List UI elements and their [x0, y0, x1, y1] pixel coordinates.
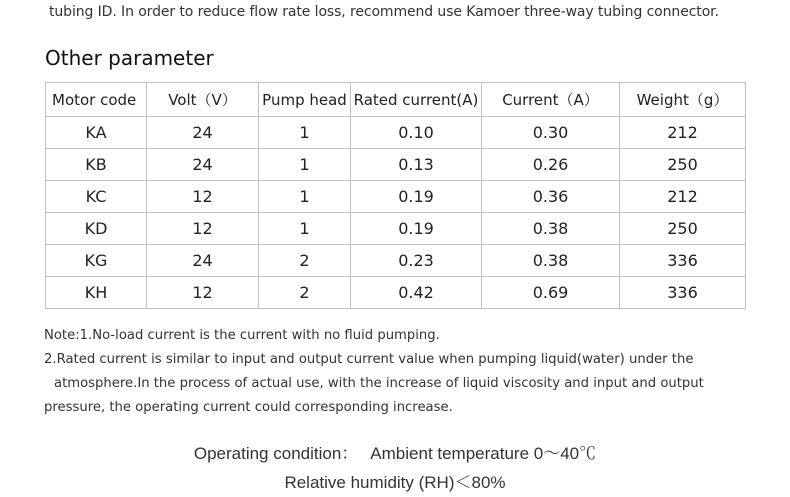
section-title: Other parameter — [45, 46, 214, 70]
operating-condition-label: Operating condition： — [193, 444, 359, 463]
motor-code-cell: KA — [46, 117, 147, 149]
table-row — [46, 213, 746, 245]
motor-code-cell: KB — [46, 149, 147, 181]
notes-block — [44, 324, 704, 420]
weight-cell: 336 — [620, 277, 746, 309]
pump-head-cell: 1 — [259, 213, 351, 245]
table-header-row — [46, 83, 746, 117]
header-weight: Weight（g） — [620, 83, 746, 117]
note-line-1: Note:1.No-load current is the current with no fluid pumping. — [44, 328, 440, 343]
relative-humidity: Relative humidity (RH)＜80% — [284, 473, 506, 492]
header-volt: Volt（V） — [147, 83, 259, 117]
weight-cell: 250 — [620, 149, 746, 181]
weight-cell: 250 — [620, 213, 746, 245]
current-cell: 0.30 — [482, 117, 620, 149]
current-cell: 0.38 — [482, 245, 620, 277]
volt-cell: 24 — [147, 117, 259, 149]
table-row — [46, 277, 746, 309]
motor-code-cell: KC — [46, 181, 147, 213]
operating-condition — [0, 439, 790, 464]
table-row — [46, 181, 746, 213]
motor-code-cell: KD — [46, 213, 147, 245]
current-cell: 0.26 — [482, 149, 620, 181]
weight-cell: 212 — [620, 181, 746, 213]
rated-current-cell: 0.23 — [351, 245, 482, 277]
header-rated-current: Rated current(A) — [351, 83, 482, 117]
header-pump-head: Pump head — [259, 83, 351, 117]
volt-cell: 24 — [147, 245, 259, 277]
note-line-4: pressure, the operating current could corresponding increase. — [44, 400, 453, 415]
intro-text: tubing ID. In order to reduce flow rate loss, recommend use Kamoer three-way tubing connector. — [49, 4, 719, 20]
pump-head-cell: 2 — [259, 277, 351, 309]
pump-head-cell: 1 — [259, 117, 351, 149]
pump-head-cell: 1 — [259, 181, 351, 213]
table-row — [46, 149, 746, 181]
volt-cell: 12 — [147, 181, 259, 213]
rated-current-cell: 0.19 — [351, 213, 482, 245]
motor-code-cell: KG — [46, 245, 147, 277]
header-current: Current（A） — [482, 83, 620, 117]
volt-cell: 12 — [147, 277, 259, 309]
table-row — [46, 245, 746, 277]
ambient-temperature: Ambient temperature 0～40℃ — [370, 444, 597, 463]
volt-cell: 24 — [147, 149, 259, 181]
current-cell: 0.36 — [482, 181, 620, 213]
rated-current-cell: 0.10 — [351, 117, 482, 149]
weight-cell: 212 — [620, 117, 746, 149]
pump-head-cell: 1 — [259, 149, 351, 181]
motor-code-cell: KH — [46, 277, 147, 309]
current-cell: 0.69 — [482, 277, 620, 309]
rated-current-cell: 0.13 — [351, 149, 482, 181]
rated-current-cell: 0.19 — [351, 181, 482, 213]
parameter-table — [45, 82, 746, 309]
note-line-3: atmosphere.In the process of actual use, with the increase of liquid viscosity and input and output — [54, 376, 704, 391]
pump-head-cell: 2 — [259, 245, 351, 277]
header-motor-code: Motor code — [46, 83, 147, 117]
volt-cell: 12 — [147, 213, 259, 245]
weight-cell: 336 — [620, 245, 746, 277]
rated-current-cell: 0.42 — [351, 277, 482, 309]
table-row — [46, 117, 746, 149]
note-line-2: 2.Rated current is similar to input and output current value when pumping liquid(water) under the — [44, 352, 694, 367]
current-cell: 0.38 — [482, 213, 620, 245]
